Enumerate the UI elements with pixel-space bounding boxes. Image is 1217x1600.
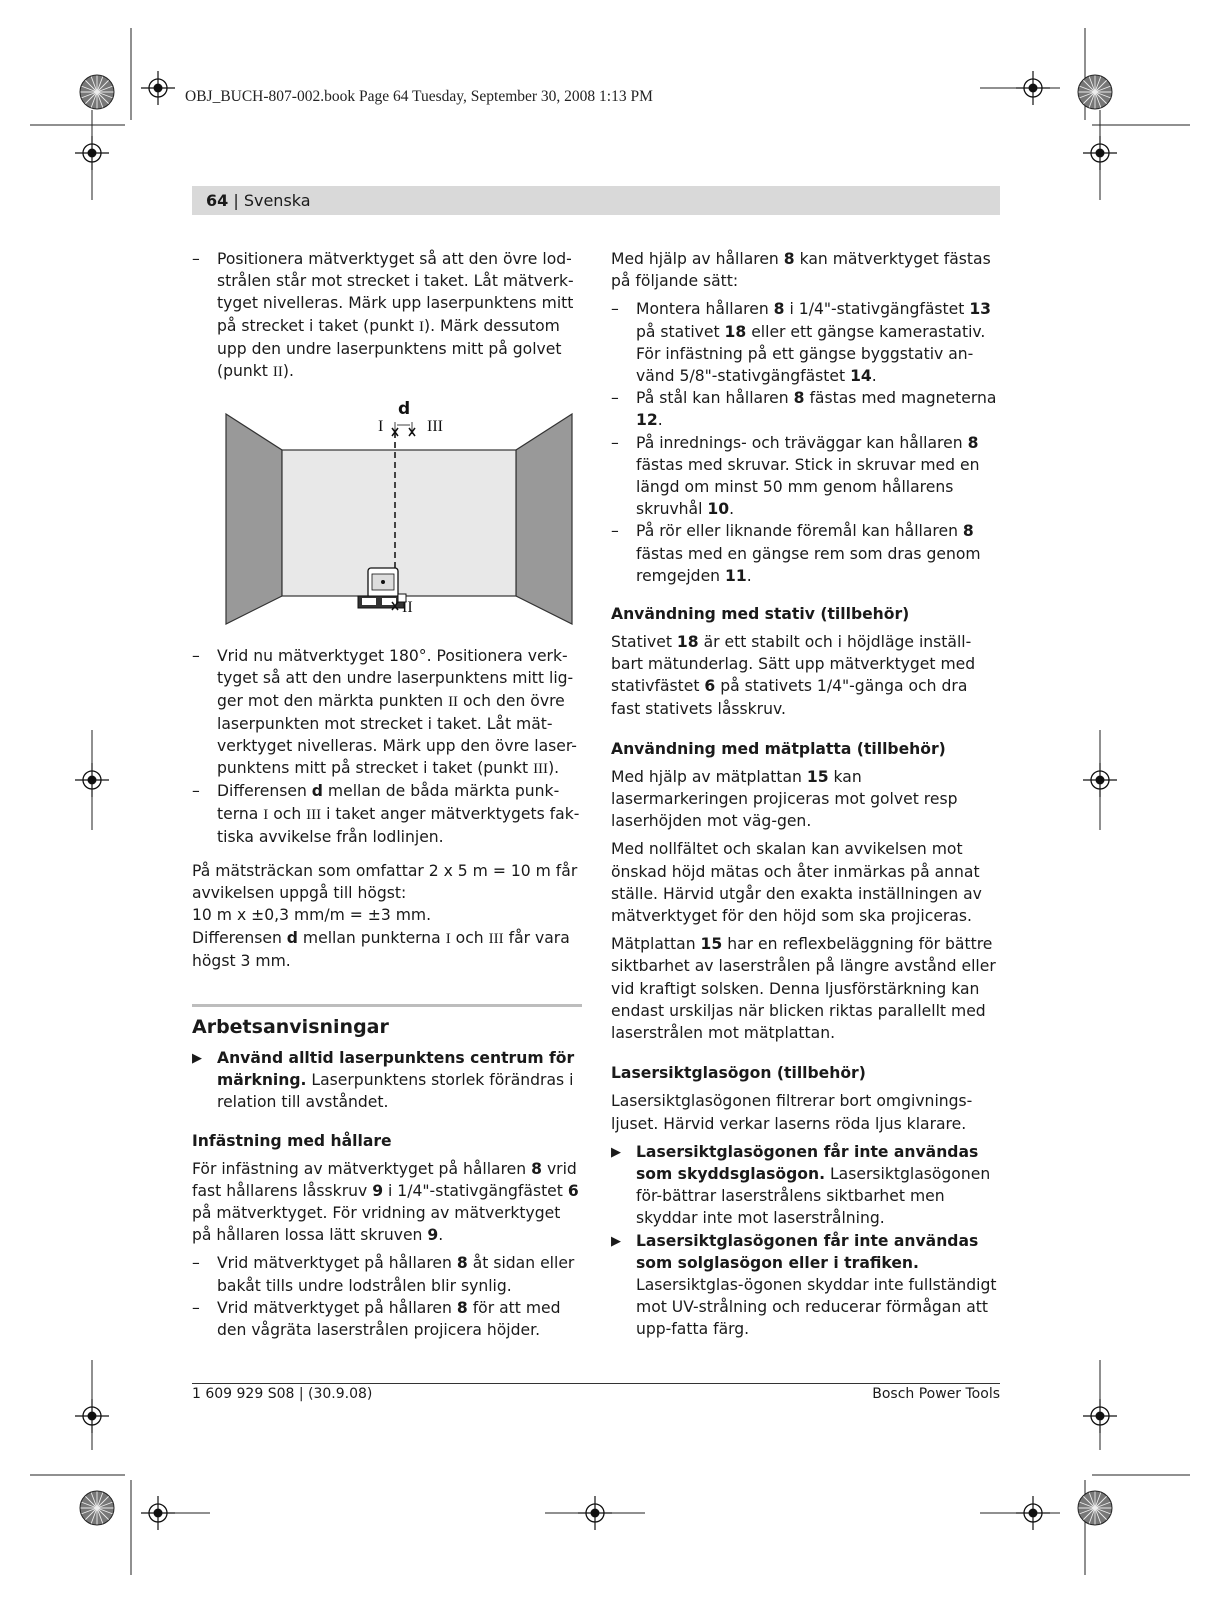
step-text: Positionera mätverktyget så att den övre lod-strålen står mot strecket i taket. Låt mätverk-tyget nivelleras. Märk upp laserpunktens mitt på strecket i taket (punkt (217, 250, 574, 335)
tolerance-paragraph: På mätsträckan som omfattar 2 x 5 m = 10 m får avvikelsen uppgå till högst: 10 m x ±0,3 mm/m = ±3 mm. Differensen d mellan punkterna I och III får vara högst 3 mm. (192, 862, 578, 970)
list-item (192, 248, 582, 383)
point-label: I (418, 318, 424, 335)
list-item: – På inrednings- och träväggar kan hållaren 8 fästas med skruvar. Stick in skruvar med en längd om minst 50 mm genom hållarens skruvhål 10. (611, 433, 980, 519)
step-text: Vrid nu mätverktyget 180°. Positionera verk-tyget så att den undre laserpunktens mitt lig-ger mot den märkta punkten (217, 647, 574, 710)
step-text: ). (282, 362, 294, 381)
intro-paragraph: Med hjälp av hållaren 8 kan mätverktyget fästas på följande sätt: (611, 250, 991, 291)
right-wall (516, 414, 572, 624)
step-text: i taket anger mätverktygets fak-tiska avvikelse från lodlinjen. (217, 804, 580, 846)
list-item (192, 645, 582, 780)
footer-brand: Bosch Power Tools (872, 1386, 1000, 1402)
warning-item: ▶ Lasersiktglasögonen får inte användas som skyddsglasögon. Lasersiktglasögonen för-bättrar laserstrålens siktbarhet men skyddar inte mot laserstrålning. (611, 1142, 991, 1228)
file-info: OBJ_BUCH-807-002.book Page 64 Tuesday, September 30, 2008 1:13 PM (185, 88, 653, 105)
arrow-marker: ▶ (192, 1051, 202, 1067)
section-name: Svenska (243, 191, 311, 210)
label-II: II (402, 599, 413, 616)
note-item: ▶ Använd alltid laserpunktens centrum för märkning. Laserpunktens storlek förändras i relation till avståndet. (192, 1049, 575, 1112)
heading-arbetsanvisningar: Arbetsanvisningar (192, 1004, 582, 1039)
step-text: Differensen (217, 782, 312, 801)
reflex-paragraph: Mätplattan 15 har en reflexbeläggning för bättre siktbarhet av laserstrålen på längre avstånd eller vid kraftigt solsken. Denna ljusförstärkning kan endast urskiljas när blicken riktas parallellt med laserstrålen mot mätplattan. (611, 935, 996, 1043)
header-text (206, 191, 311, 210)
label-III: III (427, 418, 443, 435)
heading-glasogon: Lasersiktglasögon (tillbehör) (611, 1064, 866, 1083)
room-diagram (222, 398, 576, 630)
heading-stativ: Användning med stativ (tillbehör) (611, 605, 910, 624)
step-text: ). (548, 759, 560, 778)
label-I: I (378, 418, 384, 435)
step-text: mellan de båda märkta punk-terna (217, 782, 560, 823)
dash-marker: – (192, 250, 200, 268)
back-wall (282, 450, 516, 596)
point-label: III (306, 806, 322, 823)
page-number: 64 (206, 191, 229, 210)
zero-field-paragraph: Med nollfältet och skalan kan avvikelsen mot önskad höjd mätas och åter inmärkas på annat ställe. Härvid utgår den exakta inställningen av mätverktyget för den höjd som ska projiceras. (611, 840, 982, 926)
header-separator: | (228, 191, 244, 210)
heading-infastning: Infästning med hållare (192, 1131, 392, 1150)
glasses-paragraph: Lasersiktglasögonen filtrerar bort omgivnings-ljuset. Härvid verkar laserns röda ljus klarare. (611, 1092, 973, 1133)
footer-rule (192, 1383, 1000, 1384)
dash-marker: – (192, 782, 200, 801)
tripod-paragraph: Stativet 18 är ett stabilt och i höjdläge inställ-bart mätunderlag. Sätt upp mätverktyget med stativfästet 6 på stativets 1/4"-gänga och dra fast stativets låsskruv. (611, 633, 976, 718)
list-item: – Vrid mätverktyget på hållaren 8 åt sidan eller bakåt tills undre lodstrålen blir synlig. (192, 1254, 575, 1295)
footer-doc-number: 1 609 929 S08 | (30.9.08) (192, 1386, 373, 1402)
dash-marker: – (192, 647, 200, 666)
difference-d: d (311, 782, 323, 801)
point-label: II (272, 364, 283, 381)
point-label: I (263, 806, 269, 823)
step-text: ). Märk dessutom upp den undre laserpunktens mitt på golvet (punkt (217, 316, 562, 381)
list-item: – Montera hållaren 8 i 1/4"-stativgängfästet 13 på stativet 18 eller ett gängse kamerastativ. För infästning på ett gängse byggstativ an-vänd 5/8"-stativgängfästet 14. (611, 300, 992, 386)
point-label: II (448, 693, 459, 710)
list-item (192, 780, 582, 848)
page-header (192, 186, 1000, 215)
point-label: III (533, 761, 549, 778)
list-item: – På rör eller liknande föremål kan hållaren 8 fästas med en gängse rem som dras genom remgejden 11. (611, 522, 981, 585)
step-text: och (268, 804, 307, 823)
label-d: d (398, 399, 411, 419)
step-text: och den övre laserpunkten mot strecket i taket. Låt mät-verktyget nivelleras. Märk upp den övre laser-punktens mitt på strecket i taket (punkt (217, 691, 577, 778)
list-item: – Vrid mätverktyget på hållaren 8 för att med den vågräta laserstrålen projicera höjder. (192, 1298, 561, 1340)
left-wall (226, 414, 282, 624)
mount-paragraph: För infästning av mätverktyget på hållaren 8 vrid fast hållarens låsskruv 9 i 1/4"-stativgängfästet 6 på mätverktyget. För vridning av mätverktyget på hållaren lossa lätt skruven 9. (192, 1159, 579, 1245)
plate-paragraph: Med hjälp av mätplattan 15 kan lasermarkeringen projiceras mot golvet resp laserhöjden mot väg-gen. (611, 767, 958, 831)
right-column (611, 248, 1001, 1341)
list-item: – På stål kan hållaren 8 fästas med magneterna 12. (611, 389, 997, 430)
warning-item: ▶ Lasersiktglasögonen får inte användas som solglasögon eller i trafiken. Lasersiktglas-ögonen skyddar inte fullständigt mot UV-strålning och reducerar förmågan att upp-fatta färg. (611, 1231, 997, 1339)
heading-matplatta: Användning med mätplatta (tillbehör) (611, 739, 946, 758)
